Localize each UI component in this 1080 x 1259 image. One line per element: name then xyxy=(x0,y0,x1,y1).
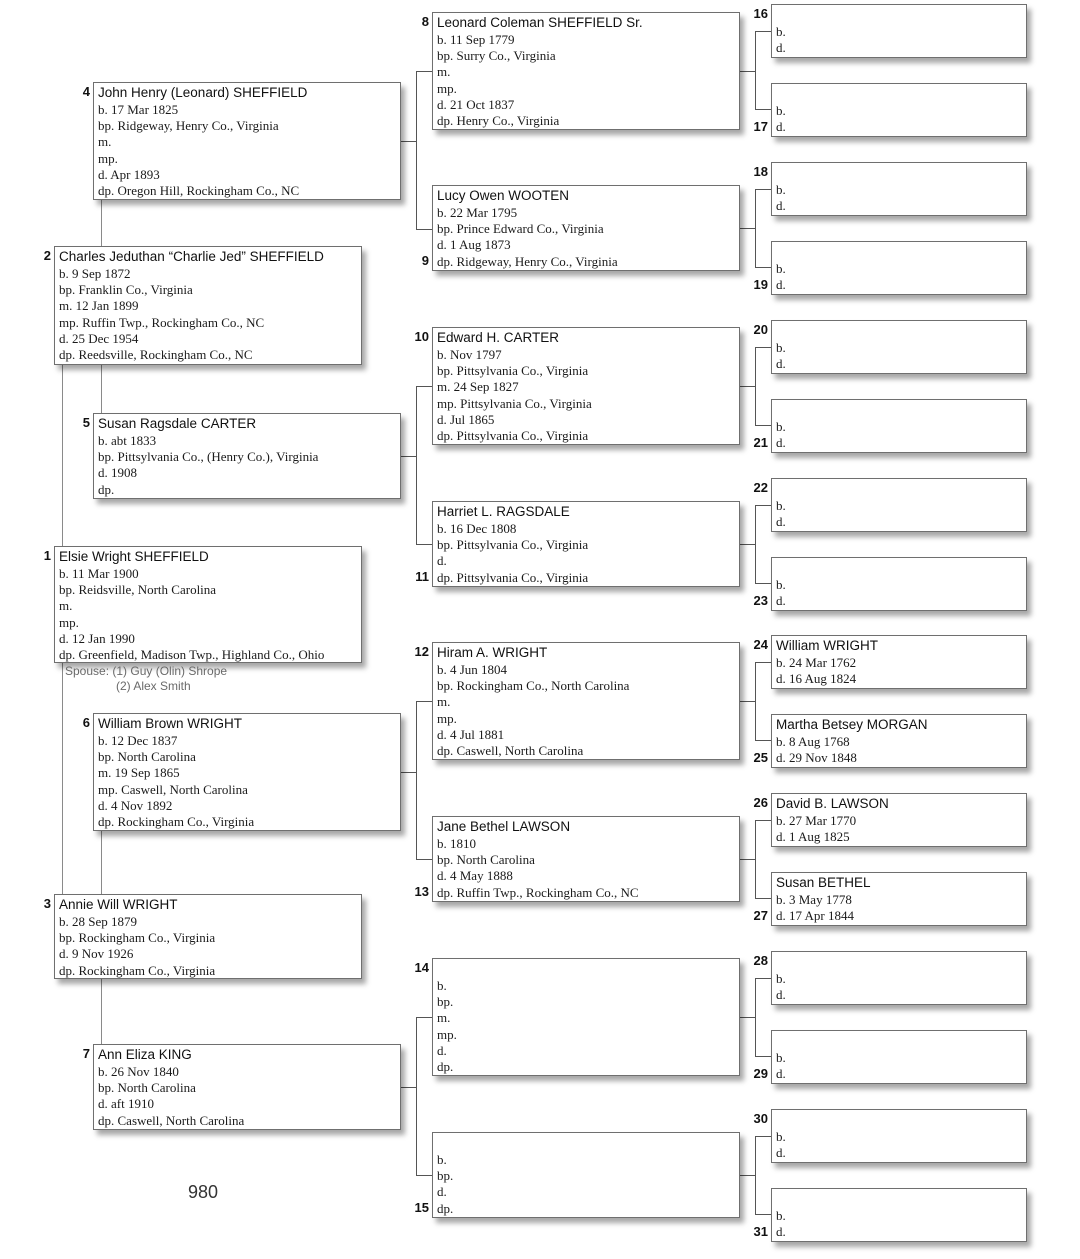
person-fact: bp. xyxy=(437,994,454,1010)
ahnentafel-number: 31 xyxy=(753,1224,768,1239)
person-fact: b. 12 Dec 1837 xyxy=(98,733,178,748)
person-box[interactable] xyxy=(93,1044,401,1130)
person-name: Ann Eliza KING xyxy=(98,1047,192,1062)
ahnentafel-number: 22 xyxy=(753,480,768,495)
person-fact: d. xyxy=(776,1066,786,1082)
person-box[interactable] xyxy=(771,399,1027,453)
spouse-list xyxy=(65,664,227,694)
person-name xyxy=(776,1111,1026,1129)
person-fact: d. Apr 1893 xyxy=(98,166,160,182)
person-fact: mp. xyxy=(437,80,457,96)
connector-line xyxy=(755,31,756,109)
person-fact: d. 12 Jan 1990 xyxy=(59,630,135,646)
connector-line xyxy=(416,229,432,230)
person-fact: d. xyxy=(776,987,786,1003)
person-fact: b. xyxy=(776,261,786,276)
connector-line xyxy=(755,978,771,979)
ahnentafel-number: 19 xyxy=(753,277,768,292)
connector-line xyxy=(62,365,63,546)
person-name xyxy=(437,1134,739,1152)
person-fact: d. 9 Nov 1926 xyxy=(59,946,134,962)
person-fact: d. xyxy=(776,40,786,56)
connector-line xyxy=(755,1136,756,1214)
person-box[interactable] xyxy=(93,713,401,831)
person-box[interactable] xyxy=(432,1132,740,1218)
person-name: William Brown WRIGHT xyxy=(98,716,242,731)
person-name xyxy=(776,1190,1026,1208)
connector-line xyxy=(755,189,771,190)
person-fact: b. 17 Mar 1825 xyxy=(98,102,179,117)
person-name xyxy=(776,401,1026,419)
person-box[interactable] xyxy=(432,816,740,902)
person-fact: m. xyxy=(437,64,451,80)
connector-line xyxy=(416,544,432,545)
ahnentafel-number: 2 xyxy=(43,248,51,263)
connector-line xyxy=(401,141,416,142)
ahnentafel-number: 17 xyxy=(753,119,768,134)
person-name: John Henry (Leonard) SHEFFIELD xyxy=(98,85,308,100)
connector-line xyxy=(416,386,417,544)
ahnentafel-number: 3 xyxy=(43,896,51,911)
person-name xyxy=(776,322,1026,340)
person-fact: bp. Ridgeway, Henry Co., Virginia xyxy=(98,118,279,134)
person-fact: b. xyxy=(776,1129,786,1144)
person-fact: b. xyxy=(776,340,786,355)
connector-line xyxy=(101,365,102,413)
person-box[interactable] xyxy=(771,793,1027,847)
connector-line xyxy=(416,1017,417,1175)
connector-line xyxy=(740,1017,755,1018)
connector-line xyxy=(401,456,416,457)
person-fact: d. 1 Aug 1873 xyxy=(437,237,511,253)
person-box[interactable] xyxy=(771,557,1027,611)
connector-line xyxy=(416,386,432,387)
person-fact: mp. xyxy=(59,614,79,630)
ahnentafel-number: 1 xyxy=(43,548,51,563)
connector-line xyxy=(755,583,771,584)
connector-line xyxy=(755,425,771,426)
person-name xyxy=(776,6,1026,24)
person-fact: bp. Rockingham Co., North Carolina xyxy=(437,678,630,694)
person-fact: dp. Ruffin Twp., Rockingham Co., NC xyxy=(437,884,639,900)
person-box[interactable] xyxy=(771,1109,1027,1163)
person-fact: dp. Pittsylvania Co., Virginia xyxy=(437,428,589,444)
ahnentafel-number: 4 xyxy=(82,84,90,99)
person-name: William WRIGHT xyxy=(776,638,878,653)
person-fact: bp. Surry Co., Virginia xyxy=(437,48,556,64)
connector-line xyxy=(755,1056,771,1057)
person-fact: bp. North Carolina xyxy=(98,749,196,765)
person-name xyxy=(776,243,1026,261)
person-fact: bp. Pittsylvania Co., (Henry Co.), Virginia xyxy=(98,449,319,465)
person-fact: d. aft 1910 xyxy=(98,1096,154,1112)
connector-line xyxy=(416,1175,432,1176)
person-box[interactable] xyxy=(432,327,740,445)
person-name: Harriet L. RAGSDALE xyxy=(437,504,570,519)
connector-line xyxy=(755,820,756,898)
person-name: Martha Betsey MORGAN xyxy=(776,717,928,732)
person-fact: dp. Pittsylvania Co., Virginia xyxy=(437,569,589,585)
person-fact: d. 1908 xyxy=(98,465,137,481)
person-fact: mp. Pittsylvania Co., Virginia xyxy=(437,395,592,411)
person-fact: bp. Pittsylvania Co., Virginia xyxy=(437,537,589,553)
connector-line xyxy=(101,831,102,894)
person-fact: dp. xyxy=(98,481,115,497)
connector-line xyxy=(416,701,432,702)
person-name xyxy=(776,164,1026,182)
person-fact: d. xyxy=(776,198,786,214)
person-fact: b. xyxy=(776,24,786,39)
person-fact: b. 4 Jun 1804 xyxy=(437,662,508,677)
person-box[interactable] xyxy=(771,714,1027,768)
person-box[interactable] xyxy=(771,4,1027,58)
spouse-entry: (2) Alex Smith xyxy=(116,679,191,693)
person-box[interactable] xyxy=(771,951,1027,1005)
person-fact: b. xyxy=(437,1152,447,1167)
connector-line xyxy=(101,979,102,1044)
person-fact: m. xyxy=(59,598,73,614)
ahnentafel-number: 18 xyxy=(753,164,768,179)
person-fact: d. xyxy=(776,1224,786,1240)
person-box[interactable] xyxy=(771,83,1027,137)
person-fact: d. Jul 1865 xyxy=(437,411,495,427)
person-fact: d. xyxy=(437,553,447,569)
person-fact: dp. Henry Co., Virginia xyxy=(437,113,560,129)
person-fact: b. 28 Sep 1879 xyxy=(59,914,137,929)
person-name xyxy=(776,1032,1026,1050)
person-box[interactable] xyxy=(93,413,401,499)
person-fact: b. xyxy=(776,103,786,118)
connector-line xyxy=(755,978,756,1056)
person-fact: dp. xyxy=(437,1059,454,1075)
ahnentafel-number: 7 xyxy=(82,1046,90,1061)
connector-line xyxy=(416,71,432,72)
ahnentafel-number: 23 xyxy=(753,593,768,608)
person-fact: d. xyxy=(776,277,786,293)
person-fact: dp. xyxy=(437,1200,454,1216)
person-box[interactable] xyxy=(771,872,1027,926)
connector-line xyxy=(755,347,771,348)
person-name: Annie Will WRIGHT xyxy=(59,897,178,912)
person-fact: b. 24 Mar 1762 xyxy=(776,655,857,670)
person-name xyxy=(776,559,1026,577)
person-fact: mp. xyxy=(98,150,118,166)
person-fact: m. xyxy=(437,694,451,710)
person-box[interactable] xyxy=(771,320,1027,374)
connector-line xyxy=(755,662,771,663)
person-name: Edward H. CARTER xyxy=(437,330,560,345)
connector-line xyxy=(101,200,102,246)
ahnentafel-number: 9 xyxy=(421,253,429,268)
person-name: Jane Bethel LAWSON xyxy=(437,819,571,834)
person-fact: d. 4 Nov 1892 xyxy=(98,797,173,813)
connector-line xyxy=(755,740,771,741)
connector-line xyxy=(740,544,755,545)
person-fact: d. xyxy=(776,1145,786,1161)
person-fact: bp. North Carolina xyxy=(437,852,535,868)
ahnentafel-number: 6 xyxy=(82,715,90,730)
person-fact: dp. Ridgeway, Henry Co., Virginia xyxy=(437,253,618,269)
person-fact: d. xyxy=(776,119,786,135)
connector-line xyxy=(416,701,417,859)
person-box[interactable] xyxy=(54,246,362,365)
connector-line xyxy=(755,1214,771,1215)
person-box[interactable] xyxy=(771,635,1027,689)
person-name: Elsie Wright SHEFFIELD xyxy=(59,549,209,564)
person-fact: bp. Prince Edward Co., Virginia xyxy=(437,221,604,237)
connector-line xyxy=(755,31,771,32)
person-fact: b. 27 Mar 1770 xyxy=(776,813,857,828)
person-fact: d. 4 Jul 1881 xyxy=(437,726,505,742)
ahnentafel-number: 14 xyxy=(414,960,429,975)
person-fact: d. 25 Dec 1954 xyxy=(59,330,139,346)
person-fact: dp. Caswell, North Carolina xyxy=(98,1112,245,1128)
person-name xyxy=(437,960,739,978)
connector-line xyxy=(755,662,756,740)
person-name: Lucy Owen WOOTEN xyxy=(437,188,570,203)
person-fact: b. Nov 1797 xyxy=(437,347,502,362)
person-fact: bp. Reidsville, North Carolina xyxy=(59,582,217,598)
connector-line xyxy=(740,228,755,229)
person-fact: dp. Reedsville, Rockingham Co., NC xyxy=(59,347,253,363)
person-fact: bp. Rockingham Co., Virginia xyxy=(59,930,216,946)
person-fact: b. 22 Mar 1795 xyxy=(437,205,518,220)
connector-line xyxy=(755,1136,771,1137)
ahnentafel-number: 12 xyxy=(414,644,429,659)
person-fact: b. xyxy=(776,419,786,434)
person-box[interactable] xyxy=(771,162,1027,216)
person-name: Susan Ragsdale CARTER xyxy=(98,416,257,431)
person-fact: b. xyxy=(776,498,786,513)
person-fact: d. xyxy=(776,514,786,530)
person-box[interactable] xyxy=(432,958,740,1076)
person-fact: d. 21 Oct 1837 xyxy=(437,96,515,112)
person-fact: dp. Rockingham Co., Virginia xyxy=(59,962,216,978)
ahnentafel-number: 13 xyxy=(414,884,429,899)
person-fact: b. xyxy=(437,978,447,993)
ahnentafel-number: 28 xyxy=(753,953,768,968)
connector-line xyxy=(401,772,416,773)
person-name xyxy=(776,85,1026,103)
person-fact: d. 17 Apr 1844 xyxy=(776,908,854,924)
person-fact: m. xyxy=(437,1010,451,1026)
person-box[interactable] xyxy=(54,894,362,979)
spouse-entry: Spouse: (1) Guy (Olin) Shrope xyxy=(65,664,228,678)
connector-line xyxy=(740,1175,755,1176)
person-name: Leonard Coleman SHEFFIELD Sr. xyxy=(437,15,643,30)
person-box[interactable] xyxy=(432,12,740,130)
person-name: Hiram A. WRIGHT xyxy=(437,645,548,660)
ahnentafel-number: 29 xyxy=(753,1066,768,1081)
person-box[interactable] xyxy=(432,185,740,271)
person-fact: mp. xyxy=(437,710,457,726)
ahnentafel-number: 25 xyxy=(753,750,768,765)
ahnentafel-number: 30 xyxy=(753,1111,768,1126)
connector-line xyxy=(755,109,771,110)
person-fact: b. xyxy=(776,971,786,986)
person-name: David B. LAWSON xyxy=(776,796,889,811)
person-box[interactable] xyxy=(771,241,1027,295)
connector-line xyxy=(755,189,756,267)
person-fact: d. xyxy=(437,1184,447,1200)
person-fact: m. 24 Sep 1827 xyxy=(437,379,519,395)
person-fact: b. 11 Sep 1779 xyxy=(437,32,515,47)
page-number: 980 xyxy=(188,1182,219,1202)
person-name xyxy=(776,480,1026,498)
ahnentafel-number: 20 xyxy=(753,322,768,337)
person-fact: d. xyxy=(776,435,786,451)
connector-line xyxy=(740,386,755,387)
person-fact: b. xyxy=(776,1208,786,1223)
ahnentafel-number: 15 xyxy=(414,1200,429,1215)
ahnentafel-number: 27 xyxy=(753,908,768,923)
ahnentafel-number: 10 xyxy=(414,329,429,344)
connector-line xyxy=(755,820,771,821)
person-fact: m. 12 Jan 1899 xyxy=(59,298,139,314)
ahnentafel-number: 24 xyxy=(753,637,768,652)
ahnentafel-number: 16 xyxy=(753,6,768,21)
person-fact: m. 19 Sep 1865 xyxy=(98,765,180,781)
person-fact: d. 16 Aug 1824 xyxy=(776,671,857,687)
ahnentafel-number: 21 xyxy=(753,435,768,450)
person-box[interactable] xyxy=(432,642,740,760)
person-fact: m. xyxy=(98,134,112,150)
person-fact: d. 4 May 1888 xyxy=(437,868,513,884)
person-fact: b. 11 Mar 1900 xyxy=(59,566,139,581)
person-fact: b. abt 1833 xyxy=(98,433,157,448)
person-fact: bp. xyxy=(437,1168,454,1184)
person-fact: dp. Greenfield, Madison Twp., Highland Co., Ohio xyxy=(59,647,325,663)
connector-line xyxy=(755,267,771,268)
person-box[interactable] xyxy=(771,1030,1027,1084)
connector-line xyxy=(62,663,63,894)
person-name: Charles Jeduthan “Charlie Jed” SHEFFIELD xyxy=(59,249,324,264)
connector-line xyxy=(740,71,755,72)
person-name: Susan BETHEL xyxy=(776,875,871,890)
person-fact: b. 8 Aug 1768 xyxy=(776,734,850,749)
person-fact: d. xyxy=(776,356,786,372)
person-box[interactable] xyxy=(432,501,740,587)
person-fact: d. xyxy=(437,1042,447,1058)
ahnentafel-number: 26 xyxy=(753,795,768,810)
person-name xyxy=(776,953,1026,971)
person-box[interactable] xyxy=(54,546,362,663)
person-fact: d. 1 Aug 1825 xyxy=(776,829,850,845)
person-fact: b. 26 Nov 1840 xyxy=(98,1064,179,1079)
person-fact: b. 1810 xyxy=(437,836,476,851)
person-fact: mp. Caswell, North Carolina xyxy=(98,781,248,797)
ahnentafel-number: 8 xyxy=(421,14,429,29)
person-fact: dp. Caswell, North Carolina xyxy=(437,743,584,759)
person-fact: d. 29 Nov 1848 xyxy=(776,750,857,766)
connector-line xyxy=(416,71,417,229)
person-fact: b. 3 May 1778 xyxy=(776,892,852,907)
person-fact: mp. Ruffin Twp., Rockingham Co., NC xyxy=(59,314,265,330)
person-fact: d. xyxy=(776,593,786,609)
ahnentafel-number: 5 xyxy=(82,415,90,430)
connector-line xyxy=(755,347,756,425)
person-fact: b. xyxy=(776,1050,786,1065)
person-fact: b. xyxy=(776,182,786,197)
ahnentafel-number: 11 xyxy=(415,569,429,584)
person-fact: bp. Pittsylvania Co., Virginia xyxy=(437,363,589,379)
person-fact: dp. Oregon Hill, Rockingham Co., NC xyxy=(98,183,300,199)
connector-line xyxy=(755,505,756,583)
connector-line xyxy=(740,701,755,702)
person-fact: b. 16 Dec 1808 xyxy=(437,521,517,536)
person-box[interactable] xyxy=(771,1188,1027,1242)
person-fact: mp. xyxy=(437,1026,457,1042)
connector-line xyxy=(416,859,432,860)
person-box[interactable] xyxy=(93,82,401,200)
connector-line xyxy=(416,1017,432,1018)
person-fact: b. 9 Sep 1872 xyxy=(59,266,131,281)
connector-line xyxy=(755,505,771,506)
person-fact: bp. North Carolina xyxy=(98,1080,196,1096)
person-box[interactable] xyxy=(771,478,1027,532)
connector-line xyxy=(401,1087,416,1088)
connector-line xyxy=(740,859,755,860)
person-fact: bp. Franklin Co., Virginia xyxy=(59,282,193,298)
person-fact: dp. Rockingham Co., Virginia xyxy=(98,814,255,830)
person-fact: b. xyxy=(776,577,786,592)
connector-line xyxy=(755,898,771,899)
